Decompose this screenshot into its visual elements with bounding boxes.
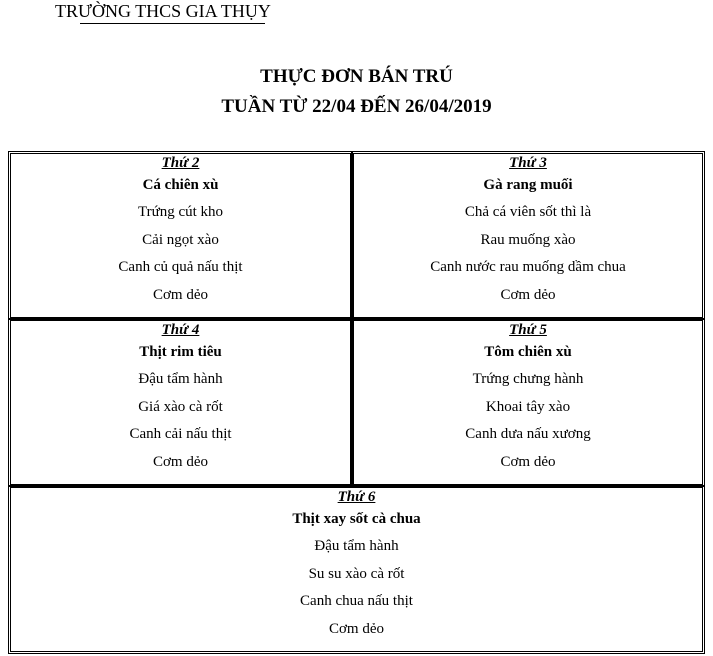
day-label: Thứ 3	[509, 155, 547, 171]
day-label: Thứ 2	[161, 155, 200, 171]
day-label: Thứ 5	[509, 322, 547, 338]
dish-item: Đậu tẩm hành	[314, 538, 399, 554]
school-name: TRƯỜNG THCS GIA THỤY	[55, 1, 271, 21]
dish-item: Canh nước rau muống dầm chua	[430, 259, 626, 275]
menu-cell	[11, 488, 702, 643]
document-title: THỰC ĐƠN BÁN TRÚ	[260, 66, 453, 87]
dish-item: Chả cá viên sốt thì là	[464, 204, 592, 220]
dish-item: Su su xào cà rốt	[308, 565, 405, 582]
dish-item: Trứng cút kho	[137, 204, 224, 220]
dish-item: Đậu tẩm hành	[138, 371, 223, 387]
dish-item: Cơm dẻo	[500, 453, 556, 470]
dish-item: Trứng chưng hành	[472, 371, 584, 387]
main-dish: Thịt xay sốt cà chua	[292, 511, 421, 527]
main-dish: Cá chiên xù	[142, 177, 219, 193]
menu-box-thu-2	[10, 153, 351, 318]
menu-cell	[354, 321, 702, 476]
menu-box-thu-5	[353, 320, 703, 485]
main-dish: Thịt rim tiêu	[139, 344, 222, 360]
menu-cell	[11, 154, 350, 309]
document-subtitle: TUẦN TỪ 22/04 ĐẾN 26/04/2019	[221, 96, 492, 117]
menu-box-thu-6	[10, 487, 703, 652]
dish-item: Rau muống xào	[480, 231, 576, 248]
dish-item: Cơm dẻo	[152, 453, 208, 470]
dish-item: Cơm dẻo	[500, 286, 556, 303]
menu-cell	[11, 321, 350, 476]
menu-box-thu-3	[353, 153, 703, 318]
day-label: Thứ 4	[161, 322, 200, 338]
dish-item: Canh dưa nấu xương	[465, 426, 591, 442]
main-dish: Gà rang muối	[483, 177, 573, 193]
dish-item: Cơm dẻo	[328, 620, 384, 637]
main-dish: Tôm chiên xù	[484, 344, 572, 360]
dish-item: Canh cải nấu thịt	[129, 426, 232, 442]
day-label: Thứ 6	[337, 489, 376, 505]
dish-item: Canh chua nấu thịt	[300, 593, 413, 609]
dish-item: Giá xào cà rốt	[138, 398, 223, 415]
dish-item: Khoai tây xào	[485, 398, 571, 415]
dish-item: Cải ngọt xào	[142, 231, 219, 248]
menu-box-thu-4	[10, 320, 351, 485]
dish-item: Cơm dẻo	[152, 286, 208, 303]
school-name-underline	[80, 23, 265, 24]
dish-item: Canh củ quả nấu thịt	[118, 259, 243, 275]
menu-cell	[354, 154, 702, 309]
